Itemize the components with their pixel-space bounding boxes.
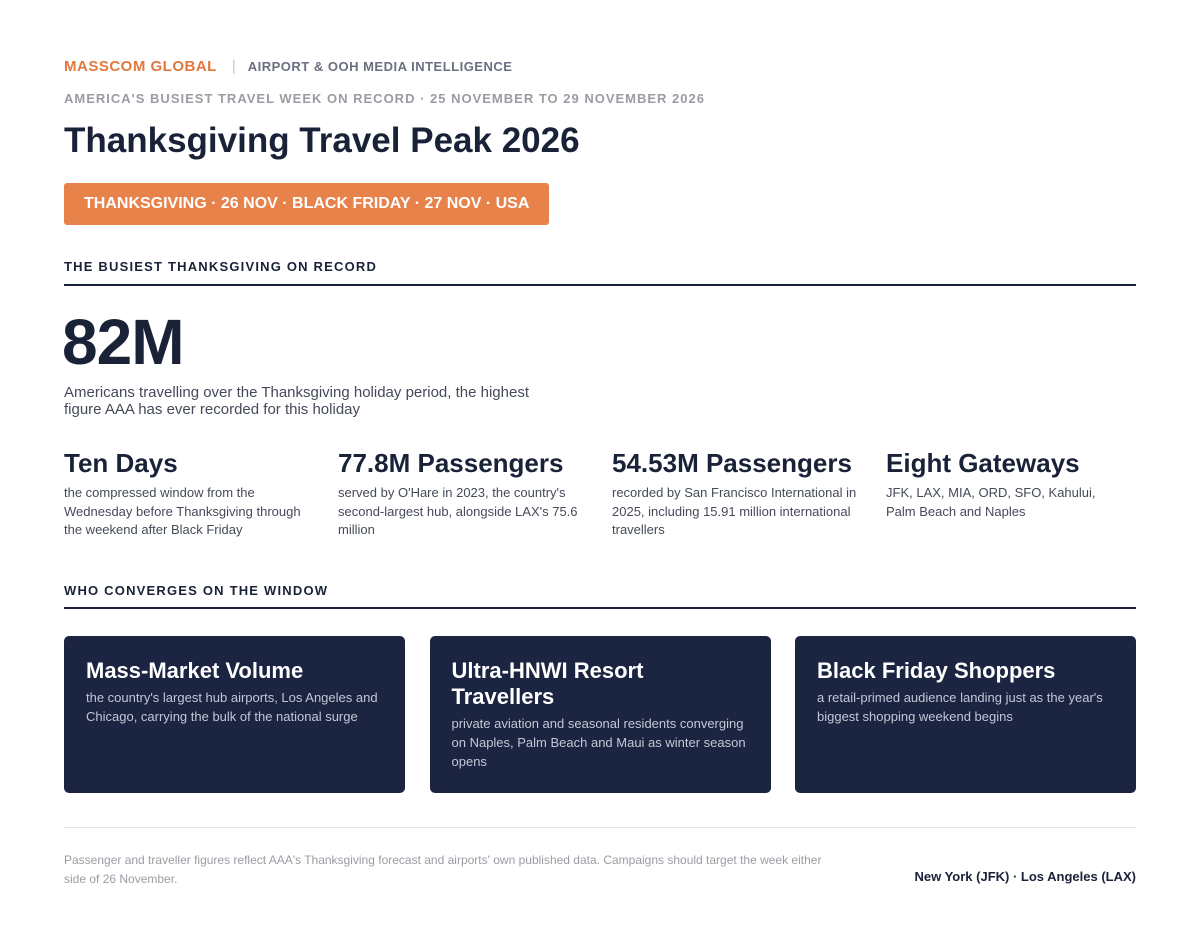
audience-card	[430, 636, 771, 793]
section-divider	[64, 607, 1136, 609]
footer-cities: New York (JFK) · Los Angeles (LAX)	[914, 869, 1136, 884]
kicker: AMERICA'S BUSIEST TRAVEL WEEK ON RECORD · 25 NOVEMBER TO 29 NOVEMBER 2026	[64, 91, 705, 106]
page-title: Thanksgiving Travel Peak 2026	[64, 121, 580, 160]
brand-row	[64, 57, 512, 75]
audience-card	[795, 636, 1136, 793]
audience-card-description: a retail-primed audience landing just as the year's biggest shopping weekend begins	[817, 690, 1103, 724]
stat-description: served by O'Hare in 2023, the country's second-largest hub, alongside LAX's 75.6 million	[338, 485, 578, 537]
brand-name: MASSCOM GLOBAL	[64, 57, 217, 75]
stat-description: the compressed window from the Wednesday before Thanksgiving through the weekend after Black Friday	[64, 485, 301, 537]
audience-card-title: Mass-Market Volume	[86, 658, 304, 683]
section-divider	[64, 284, 1136, 286]
audience-cards	[64, 636, 1136, 793]
section-heading-record: THE BUSIEST THANKSGIVING ON RECORD	[64, 259, 378, 274]
footer-divider	[64, 827, 1136, 828]
stat-title: Eight Gateways	[886, 448, 1080, 478]
page	[64, 0, 1136, 928]
audience-card-description: the country's largest hub airports, Los Angeles and Chicago, carrying the bulk of the national surge	[86, 690, 378, 724]
brand-separator: |	[231, 57, 236, 75]
stat-title: 54.53M Passengers	[612, 448, 852, 478]
stats-row	[64, 448, 1136, 540]
stat-description: JFK, LAX, MIA, ORD, SFO, Kahului, Palm Beach and Naples	[886, 485, 1096, 519]
footer-note: Passenger and traveller figures reflect AAA's Thanksgiving forecast and airports' own published data. Campaigns should target the week either side of 26 November.	[64, 853, 822, 886]
section-heading-audience: WHO CONVERGES ON THE WINDOW	[64, 583, 329, 598]
audience-card-title: Ultra-HNWI Resort Travellers	[451, 658, 644, 709]
brand-tagline: AIRPORT & OOH MEDIA INTELLIGENCE	[247, 58, 513, 74]
stat-item	[886, 448, 1136, 540]
stat-item	[612, 448, 886, 540]
audience-card-title: Black Friday Shoppers	[817, 658, 1056, 683]
date-badge: THANKSGIVING · 26 NOV · BLACK FRIDAY · 27 NOV · USA	[64, 183, 549, 225]
stat-description: recorded by San Francisco International in 2025, including 15.91 million international travellers	[612, 485, 857, 537]
audience-card	[64, 636, 405, 793]
stat-title: 77.8M Passengers	[338, 448, 564, 478]
stat-title: Ten Days	[64, 448, 178, 478]
stat-item	[64, 448, 338, 540]
stat-item	[338, 448, 612, 540]
headline-figure-description: Americans travelling over the Thanksgiving holiday period, the highest figure AAA has ever recorded for this holiday	[64, 384, 529, 418]
headline-figure: 82M	[62, 306, 184, 378]
audience-card-description: private aviation and seasonal residents converging on Naples, Palm Beach and Maui as winter season opens	[451, 716, 746, 769]
